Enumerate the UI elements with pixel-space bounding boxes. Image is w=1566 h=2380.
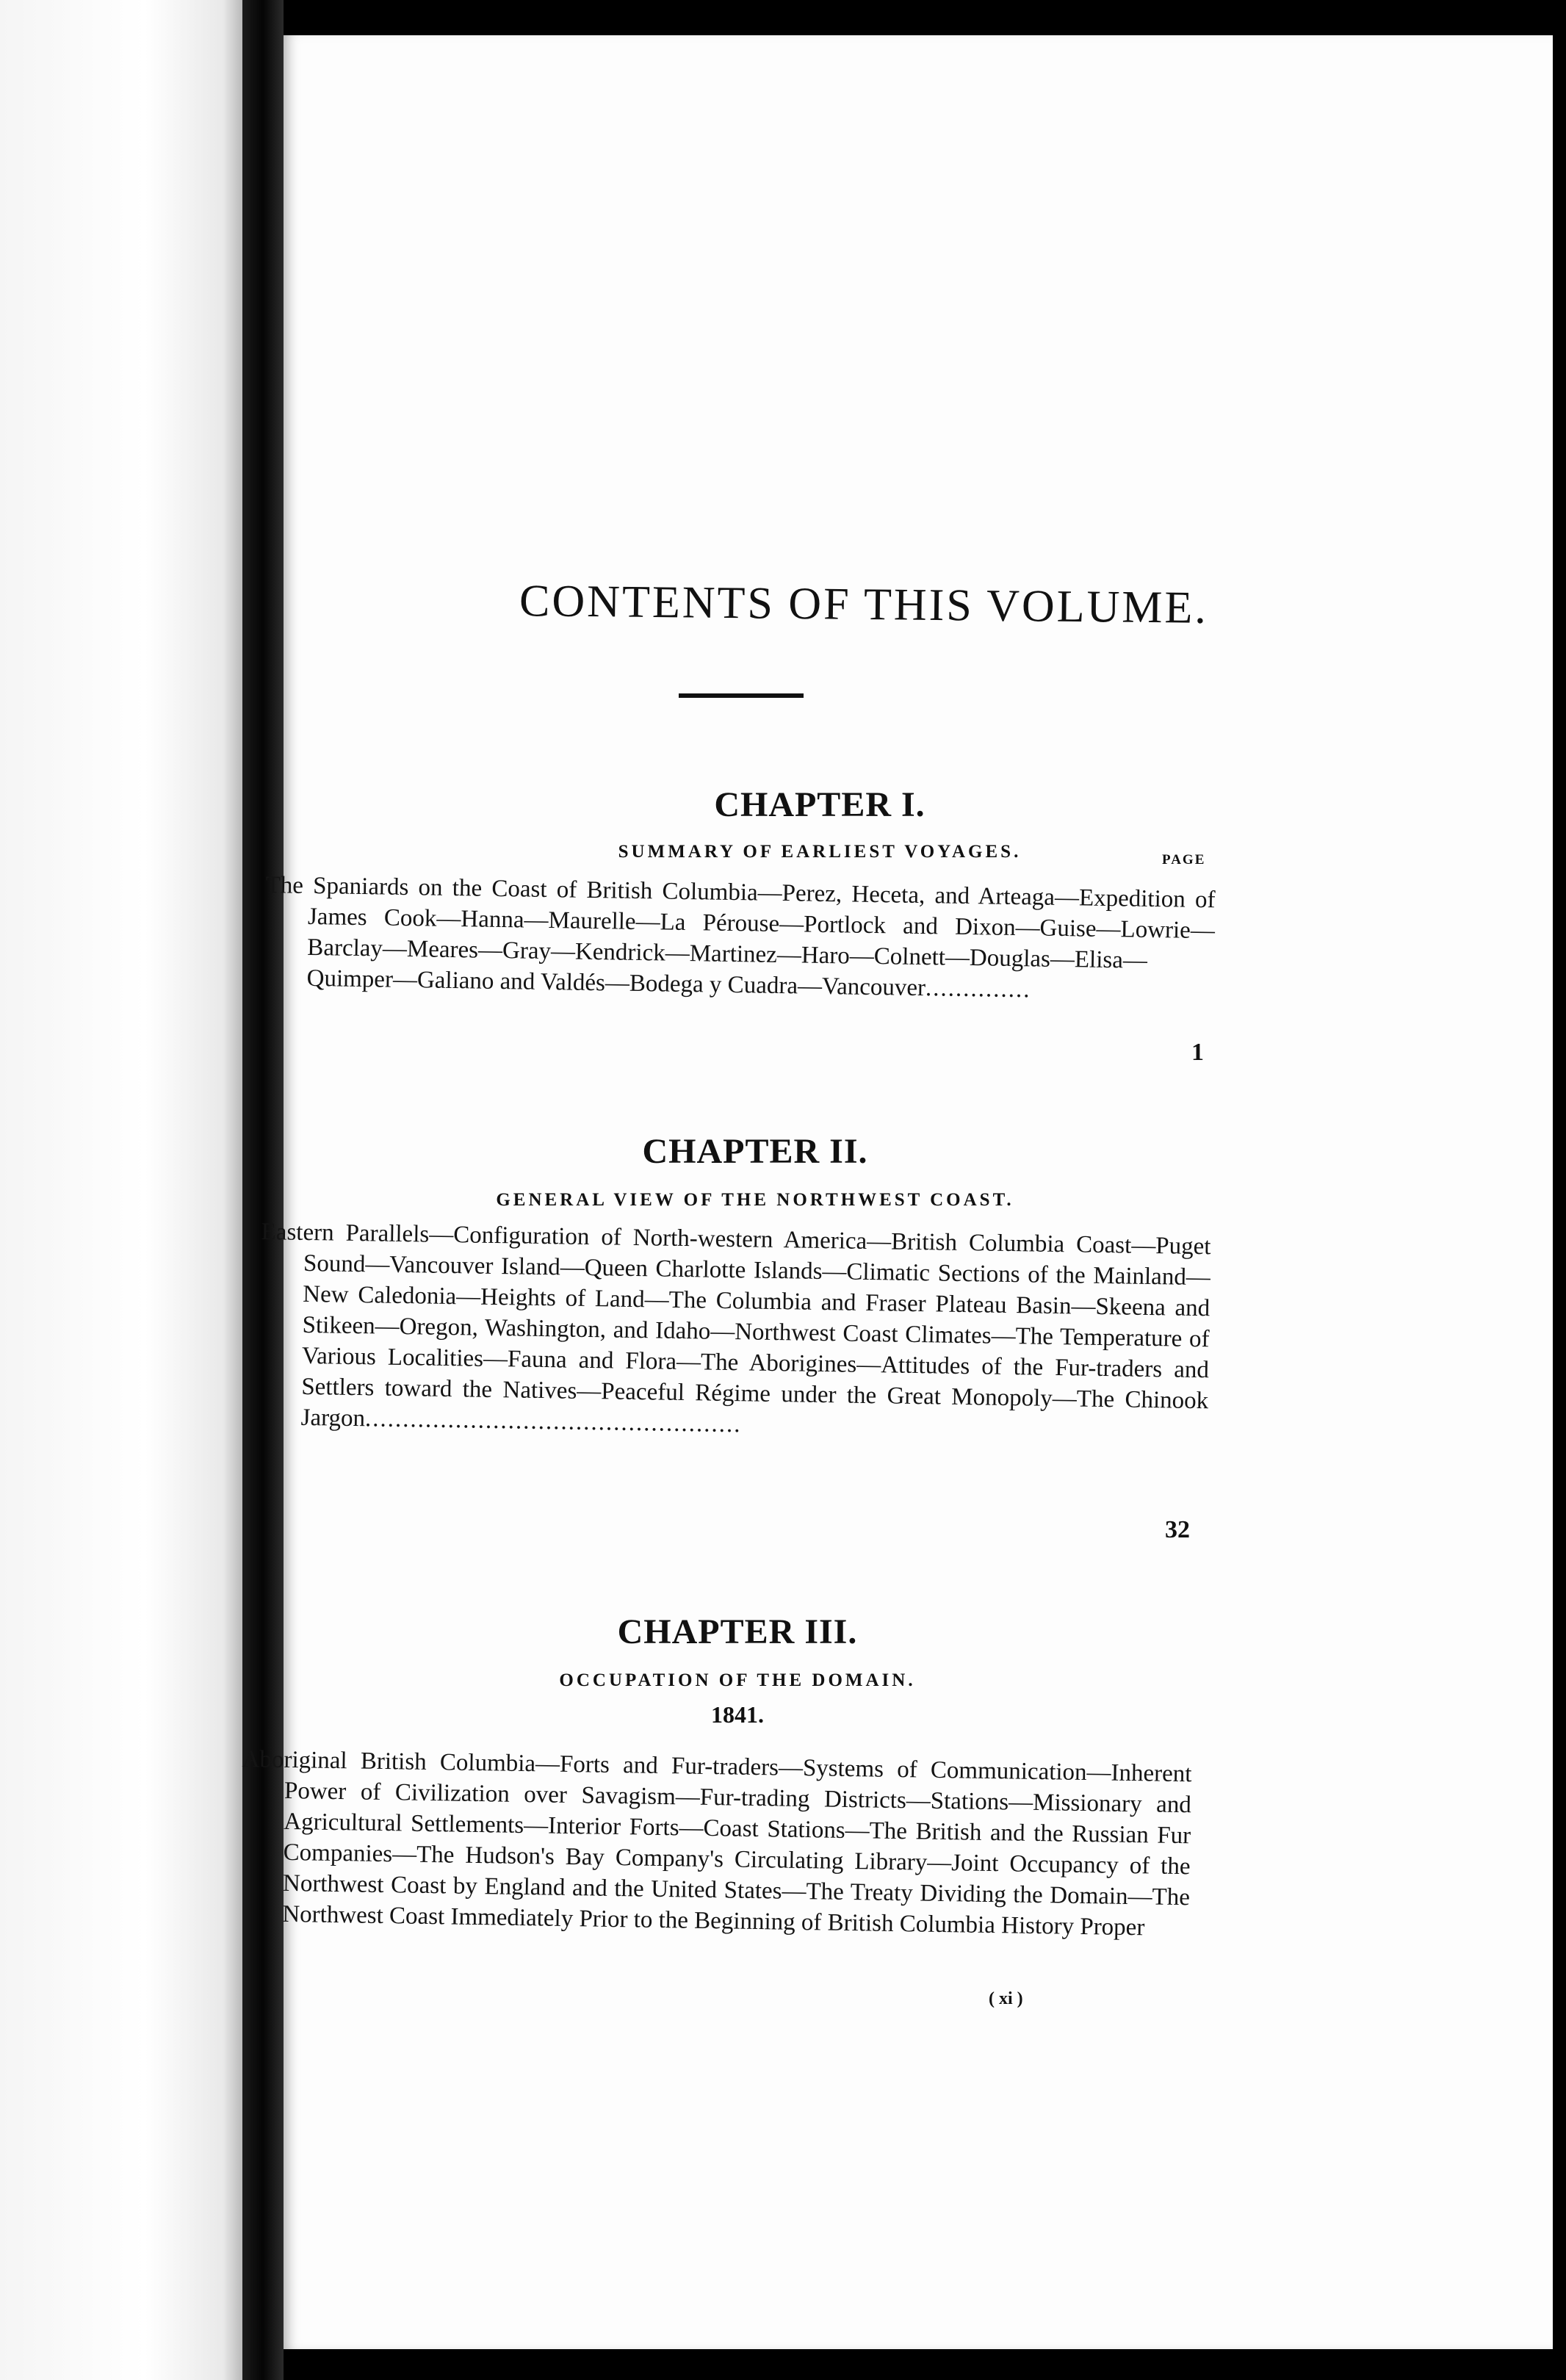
chapter-3-year: 1841. xyxy=(711,1701,764,1728)
chapter-3-summary xyxy=(239,1744,1192,1944)
left-page-blank xyxy=(0,0,242,2380)
chapter-1-page-number: 1 xyxy=(1191,1039,1204,1066)
chapter-2-summary xyxy=(258,1216,1210,1447)
chapter-2-subheading: GENERAL VIEW OF THE NORTHWEST COAST. xyxy=(496,1190,1014,1210)
chapter-3-summary-text: Aboriginal British Columbia—Forts and Fur-traders—Systems of Communication—Inherent Power of Civilization over Savagism—Fur-trading Districts—Stations—Missionary and Agricultural Settlements—Interior Forts—Coast Stations—The British and the Russian Fur Companies—The Hudson's Bay Company's Circulating Library—Joint Occupancy of the Northwest Coast by England and the United States—The Treaty Dividing the Domain—The Northwest Coast Immediately Prior to the Beginning of British Columbia History Proper xyxy=(242,1745,1192,1941)
page-folio: ( xi ) xyxy=(989,1989,1023,2008)
chapter-1-subheading: SUMMARY OF EARLIEST VOYAGES. xyxy=(618,842,1022,862)
chapter-1-summary-text: The Spaniards on the Coast of British Columbia—Perez, Heceta, and Arteaga—Expedition of James Cook—Hanna—Maurelle—La Pérouse—Portlock and Dixon—Guise—Lowrie—Barclay—Meares—Gray—Kendrick—Martinez—Haro—Colnett—Douglas—Elisa—Quimper—Galiano and Valdés—Bodega y Cuadra—Vancouver xyxy=(265,871,1216,1002)
chapter-3-subheading: OCCUPATION OF THE DOMAIN. xyxy=(559,1670,916,1690)
chapter-2-summary-text: Eastern Parallels—Configuration of North-western America—British Columbia Coast—Puget Sound—Vancouver Island—Queen Charlotte Islands—Climatic Sections of the Mainland—New Caledonia—Heights of Land—The Columbia and Fraser Plateau Basin—Skeena and Stikeen—Oregon, Washington, and Idaho—Northwest Coast Climates—The Temperature of Various Localities—Fauna and Flora—The Aborigines—Attitudes of the Fur-traders and Settlers toward the Natives—Peaceful Régime under the Great Monopoly—The Chinook Jargon xyxy=(261,1218,1211,1432)
page-title: CONTENTS OF THIS VOLUME. xyxy=(519,576,1209,633)
chapter-2-page-number: 32 xyxy=(1165,1516,1190,1543)
chapter-1-leader: .............. xyxy=(925,975,1031,1003)
title-rule xyxy=(679,693,804,698)
chapter-3-heading: CHAPTER III. xyxy=(617,1612,858,1651)
chapter-1-heading: CHAPTER I. xyxy=(714,785,925,824)
chapter-2-heading: CHAPTER II. xyxy=(642,1132,868,1171)
chapter-2-leader: .................................................. xyxy=(364,1405,742,1438)
chapter-1-summary xyxy=(264,870,1215,1008)
page-column-label: PAGE xyxy=(1162,852,1206,868)
contents-page xyxy=(242,35,1553,2349)
